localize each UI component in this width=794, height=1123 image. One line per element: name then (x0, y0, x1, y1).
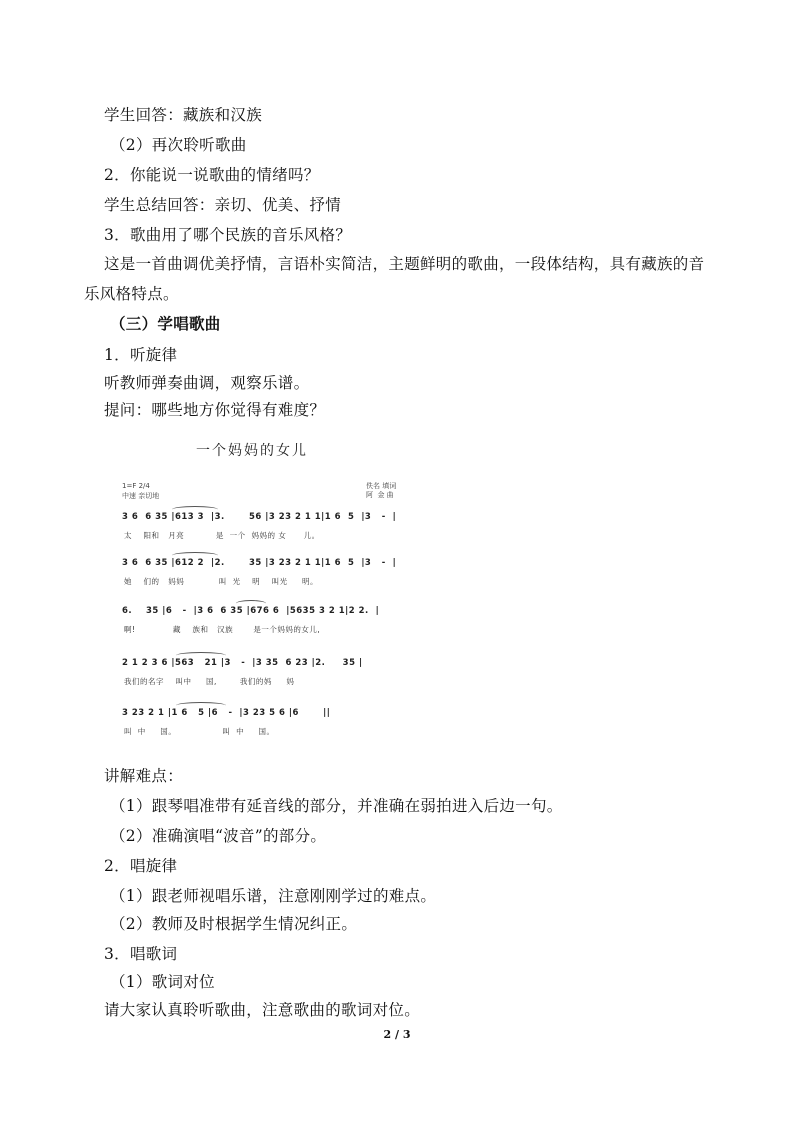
step-2-item-2: （2）教师及时根据学生情况纠正。 (110, 915, 358, 933)
score-row-5 (116, 708, 396, 758)
section-heading-3: （三）学唱歌曲 (110, 314, 221, 333)
difficulty-1: （1）跟琴唱准带有延音线的部分，并准确在弱拍进入后边一句。 (110, 797, 563, 815)
explanation-line-1: 这是一首曲调优美抒情，言语朴实简洁，主题鲜明的歌曲，一段体结构，具有藏族的音 (104, 255, 705, 273)
score-title: 一个妈妈的女儿 (196, 443, 308, 459)
explanation-paragraph (84, 249, 724, 309)
question-3: 3．歌曲用了哪个民族的音乐风格？ (104, 226, 352, 244)
question-2: 2．你能说一说歌曲的情绪吗？ (104, 166, 320, 184)
music-score (116, 440, 397, 736)
score-row-3-lyrics: 啊! 藏 族和 汉族 是一个妈妈的女儿, (124, 625, 321, 634)
score-row-4 (116, 658, 396, 708)
difficulty-2: （2）准确演唱“波音”的部分。 (110, 827, 327, 845)
step-2-heading: 2．唱旋律 (104, 857, 178, 875)
explanation-line-2: 乐风格特点。 (84, 285, 179, 303)
step-2-item-1: （1）跟老师视唱乐谱，注意刚刚学过的难点。 (110, 887, 437, 905)
step-3-instruction: 请大家认真聆听歌曲，注意歌曲的歌词对位。 (104, 1001, 421, 1019)
score-credits: 佚名 填词 阿 金 曲 (366, 482, 397, 499)
student-answer-2: 学生总结回答：亲切、优美、抒情 (104, 196, 342, 214)
step-1-heading: 1．听旋律 (104, 346, 178, 364)
difficulty-heading: 讲解难点： (104, 767, 184, 785)
score-row-1 (116, 512, 396, 562)
score-row-5-lyrics: 叫 中 国。 叫 中 国。 (124, 727, 275, 736)
step-1-question: 提问：哪些地方你觉得有难度？ (104, 401, 326, 419)
student-answer-1: 学生回答：藏族和汉族 (104, 106, 263, 124)
step-3-heading: 3．唱歌词 (104, 945, 178, 963)
score-row-3 (116, 606, 396, 656)
step-1-instruction: 听教师弹奏曲调，观察乐谱。 (104, 374, 310, 392)
score-row-4-lyrics: 我们的名字 叫中 国, 我们的妈 妈 (124, 677, 295, 686)
score-row-1-notes: 3 6 6 35 |613 3 |3. 56 |3 23 2 1 1|1 6 5 |3 - | (122, 512, 397, 522)
score-row-4-notes: 2 1 2 3 6 |563 21 |3 - |3 35 6 23 |2. 35 | (122, 658, 363, 668)
score-row-2-notes: 3 6 6 35 |612 2 |2. 35 |3 23 2 1 1|1 6 5 |3 - | (122, 558, 397, 568)
step-3-item-1: （1）歌词对位 (110, 973, 215, 991)
score-row-3-notes: 6. 35 |6 - |3 6 6 35 |676 6 |5635 3 2 1|2 2. | (122, 606, 380, 616)
score-row-5-notes: 3 23 2 1 |1 6 5 |6 - |3 23 5 6 |6 || (122, 708, 331, 718)
page-number: 2 / 3 (383, 1028, 411, 1041)
score-row-2-lyrics: 她 们的 妈妈 叫 光 明 叫光 明。 (124, 577, 319, 586)
score-row-1-lyrics: 太 阳和 月亮 是 一个 妈妈的 女 儿。 (124, 531, 320, 540)
score-key: 1=F 2/4 (122, 482, 150, 490)
score-tempo: 中速 亲切地 (122, 492, 160, 500)
step-listen-again: （2）再次聆听歌曲 (110, 136, 247, 154)
